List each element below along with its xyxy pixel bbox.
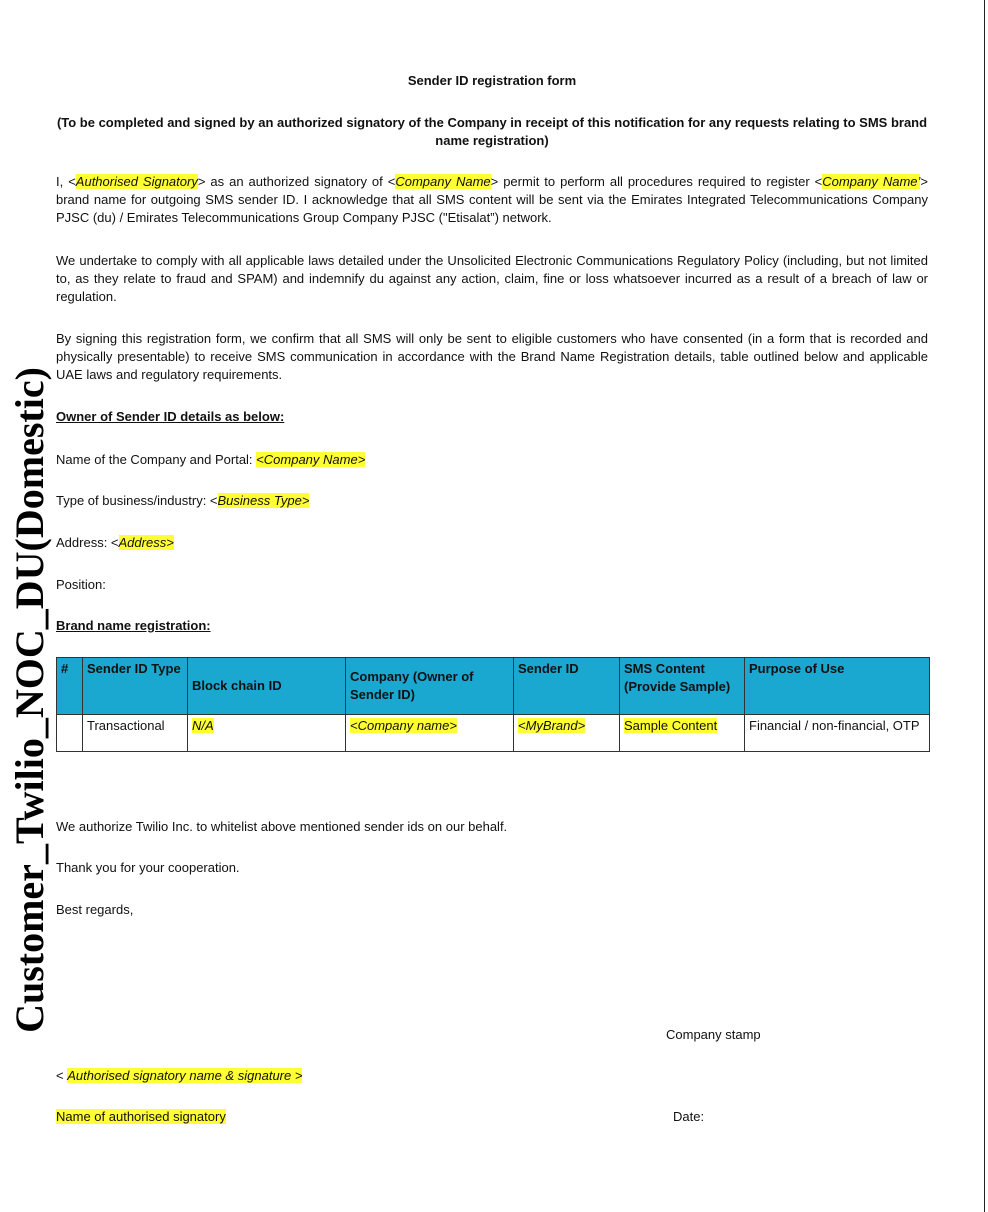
cell-block-chain-id	[188, 715, 346, 752]
company-owner-value: <Company name>	[350, 718, 457, 733]
signatory-name-placeholder: Name of authorised signatory	[56, 1109, 226, 1124]
owner-section-heading: Owner of Sender ID details as below:	[56, 409, 285, 424]
para1-text-4: > brand name for outgoing SMS sender ID. I acknowledge that all SMS content will be sent via the Emirates Integrated Telecommunications Company PJSC (du) / Emirates Telecommunications Group Company PJSC ("Etisalat”) network.	[56, 174, 928, 225]
regards-line: Best regards,	[56, 902, 134, 917]
header-sender-id: Sender ID	[514, 658, 620, 715]
address-value: Address>	[118, 535, 174, 550]
address-label: Address: <	[56, 535, 119, 550]
header-sms-content: SMS Content (Provide Sample)	[620, 658, 745, 715]
consent-paragraph: By signing this registration form, we confirm that all SMS will only be sent to eligible customers who have consented (in a form that is recorded and physically presentable) to receive SMS communication in accordance with the Brand Name Registration details, table outlined below and applicable UAE laws and regulatory requirements.	[56, 331, 928, 382]
para1-text-3: > permit to perform all procedures required to register <	[490, 174, 823, 189]
compliance-paragraph: We undertake to comply with all applicable laws detailed under the Unsolicited Electronic Communications Regulatory Policy (including, but not limited to, as they relate to fraud and SPAM) and indemnify du against any action, claim, fine or loss whatsoever incurred as a result of a breach of law or regulation.	[56, 253, 928, 304]
table-row	[57, 715, 930, 752]
header-number: #	[57, 658, 83, 715]
document-side-label: Customer_Twilio_NOC_DU(Domestic)	[7, 367, 52, 1033]
cell-sender-id-type: Transactional	[83, 715, 188, 752]
brand-section-heading: Brand name registration:	[56, 618, 211, 633]
cell-purpose: Financial / non-financial, OTP	[745, 715, 930, 752]
company-field-value: <Company Name>	[256, 452, 366, 467]
business-type-label: Type of business/industry: <	[56, 493, 218, 508]
cell-sms-content	[620, 715, 745, 752]
page-right-border	[984, 0, 985, 1212]
business-type-field	[56, 492, 309, 510]
address-field	[56, 534, 174, 552]
header-block-chain-id: Block chain ID	[188, 658, 346, 715]
company-placeholder-2: Company Name’	[822, 174, 921, 189]
company-field-label: Name of the Company and Portal:	[56, 452, 257, 467]
para1-text-2: > as an authorized signatory of <	[197, 174, 396, 189]
cell-company-owner	[346, 715, 514, 752]
signature-line	[56, 1067, 302, 1085]
company-placeholder: Company Name	[395, 174, 491, 189]
thanks-line: Thank you for your cooperation.	[56, 860, 240, 875]
header-purpose: Purpose of Use	[745, 658, 930, 715]
company-stamp-label: Company stamp	[666, 1027, 761, 1042]
form-subtitle: (To be completed and signed by an authorized signatory of the Company in receipt of this notification for any requests relating to SMS brand name registration)	[56, 115, 928, 148]
business-type-value: Business Type>	[217, 493, 310, 508]
para1-text-1: I, <	[56, 174, 76, 189]
brand-registration-table	[56, 657, 930, 752]
company-field	[56, 451, 365, 469]
signatory-placeholder: Authorised Signatory	[75, 174, 198, 189]
block-chain-id-value: N/A	[192, 718, 214, 733]
authorize-statement: We authorize Twilio Inc. to whitelist above mentioned sender ids on our behalf.	[56, 819, 508, 834]
header-sender-id-type: Sender ID Type	[83, 658, 188, 715]
form-title: Sender ID registration form	[407, 73, 577, 88]
signature-placeholder: Authorised signatory name & signature >	[67, 1068, 303, 1083]
date-label: Date:	[673, 1109, 705, 1124]
sender-id-value: <MyBrand>	[518, 718, 586, 733]
cell-number	[57, 715, 83, 752]
signature-prefix: <	[56, 1068, 68, 1083]
header-company-owner: Company (Owner of Sender ID)	[346, 658, 514, 715]
position-field: Position:	[56, 577, 106, 592]
cell-sender-id	[514, 715, 620, 752]
authorization-paragraph	[56, 173, 928, 227]
sms-content-value: Sample Content	[624, 718, 718, 733]
table-header-row	[57, 658, 930, 715]
signatory-name-line	[56, 1108, 226, 1126]
